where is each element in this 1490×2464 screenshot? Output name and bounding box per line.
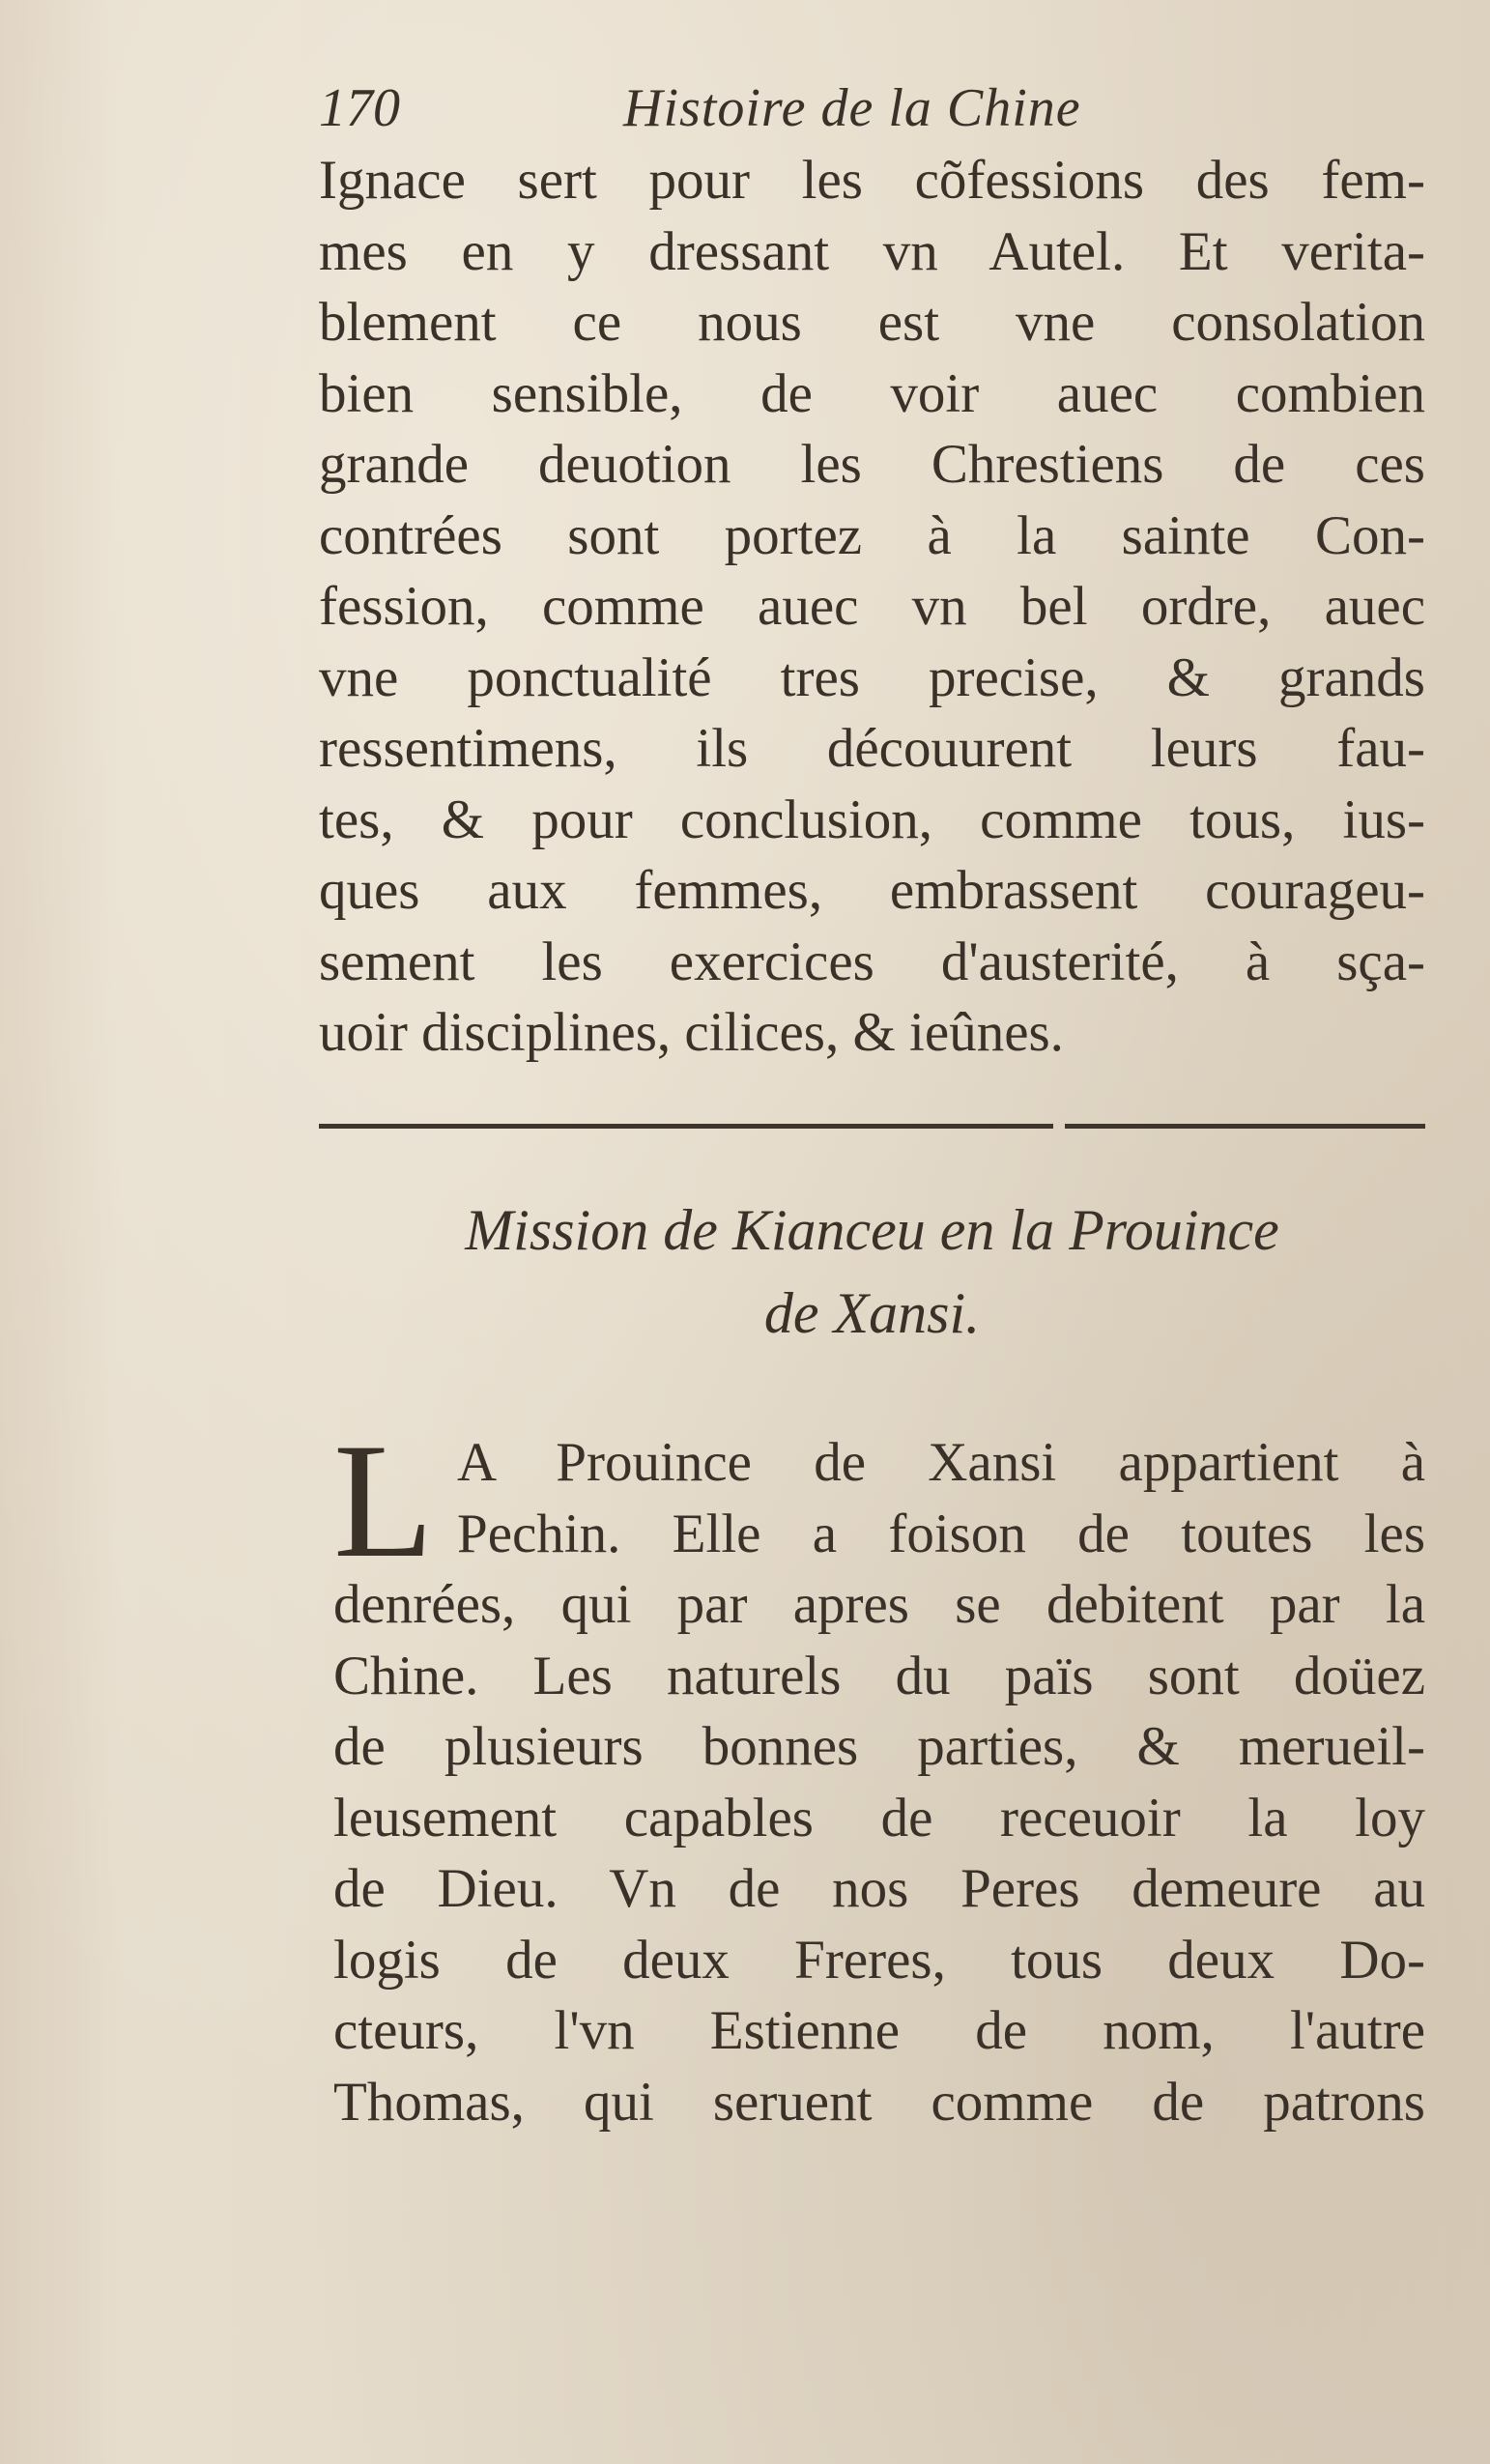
text-line: cteurs, l'vn Estienne de nom, l'autre <box>333 2000 1425 2061</box>
divider-rule-left <box>319 1124 1053 1129</box>
text-line: ques aux femmes, embrassent courageu- <box>319 860 1425 921</box>
drop-cap: L <box>333 1410 434 1591</box>
section-title <box>319 1189 1425 1355</box>
text-line: Ignace sert pour les cõfessions des fem- <box>319 150 1425 211</box>
text-line: denrées, qui par apres se debitent par la <box>333 1574 1425 1635</box>
text-line: Pechin. Elle a foison de toutes les <box>457 1503 1425 1564</box>
text-line: mes en y dressant vn Autel. Et verita- <box>319 220 1425 282</box>
text-line: fession, comme auec vn bel ordre, auec <box>319 576 1425 637</box>
text-line: A Prouince de Xansi appartient à <box>457 1432 1425 1493</box>
section-title-line-2: de Xansi. <box>763 1281 981 1345</box>
text-line: blement ce nous est vne consolation <box>319 292 1425 353</box>
text-line: ressentimens, ils découurent leurs fau- <box>319 718 1425 779</box>
text-line: contrées sont portez à la sainte Con- <box>319 504 1425 566</box>
text-line: vne ponctualité tres precise, & grands <box>319 646 1425 708</box>
paragraph-2 <box>333 1410 1425 2137</box>
section-title-line-1: Mission de Kianceu en la Prouince <box>465 1198 1279 1262</box>
section-divider <box>319 1124 1425 1132</box>
text-line: Chine. Les naturels du païs sont doüez <box>333 1645 1425 1706</box>
text-line: tes, & pour conclusion, comme tous, ius- <box>319 788 1425 850</box>
running-head: Histoire de la Chine <box>623 78 1081 138</box>
text-line: logis de deux Freres, tous deux Do- <box>333 1929 1425 1991</box>
text-line: Thomas, qui seruent comme de patrons <box>333 2071 1425 2133</box>
paragraph-1 <box>319 145 1425 1069</box>
text-line: grande deuotion les Chrestiens de ces <box>319 434 1425 495</box>
text-line: leusement capables de receuoir la loy <box>333 1787 1425 1848</box>
text-line: sement les exercices d'austerité, à sça- <box>319 931 1425 992</box>
text-line: de Dieu. Vn de nos Peres demeure au <box>333 1858 1425 1919</box>
page-number: 170 <box>319 78 400 138</box>
divider-rule-right <box>1065 1124 1425 1129</box>
text-line: de plusieurs bonnes parties, & merueil- <box>333 1716 1425 1777</box>
page-header <box>319 77 1150 145</box>
text-line: bien sensible, de voir auec combien <box>319 362 1425 424</box>
text-line: uoir disciplines, cilices, & ieûnes. <box>319 1002 1064 1063</box>
